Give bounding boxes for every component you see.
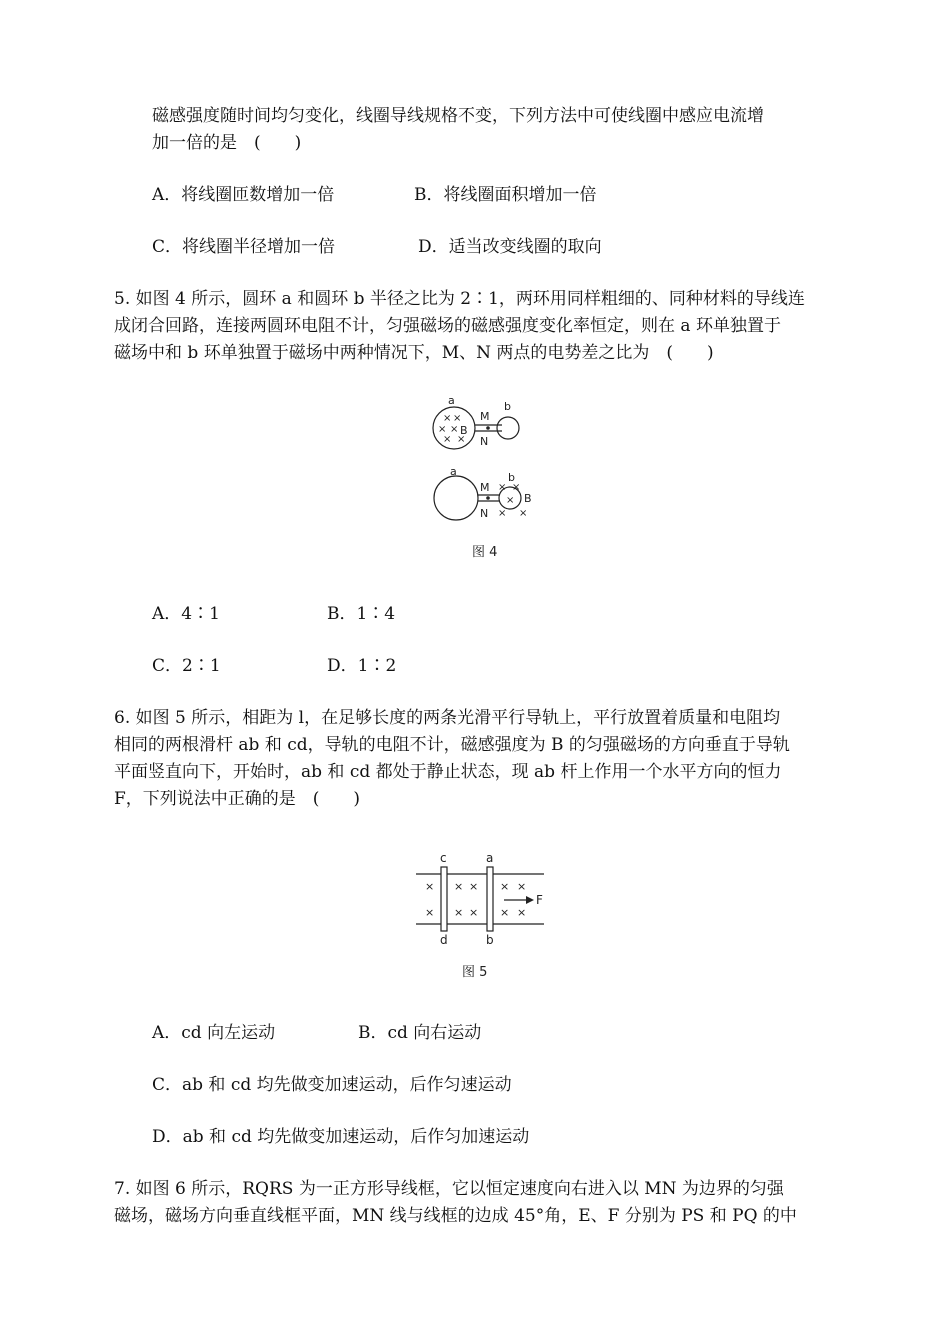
label-d: d <box>440 933 448 947</box>
svg-text:×: × <box>498 482 507 493</box>
figure-5 <box>410 850 550 985</box>
q4-text-line1: 磁感强度随时间均匀变化，线圈导线规格不变，下列方法中可使线圈中感应电流增 <box>152 106 764 126</box>
label-b-field-bottom: B <box>524 492 532 505</box>
rod-cd <box>441 867 447 931</box>
label-b-bottom: b <box>508 471 515 484</box>
label-f: F <box>536 893 543 907</box>
label-m-top: M <box>480 410 490 423</box>
svg-text:×: × <box>469 906 479 919</box>
q5-option-c: C．2∶1 <box>152 656 221 676</box>
svg-text:×: × <box>443 434 452 445</box>
q6-text-line1: 6. 如图 5 所示，相距为 l，在足够长度的两条光滑平行导轨上，平行放置着质量和电阻均 <box>114 708 781 728</box>
figure-5-caption: 图 5 <box>462 965 488 980</box>
rod-ab <box>487 867 493 931</box>
q5-text-line2: 成闭合回路，连接两圆环电阻不计，匀强磁场的磁感强度变化率恒定，则在 a 环单独置于 <box>114 316 781 336</box>
q6-text-line3: 平面竖直向下，开始时，ab 和 cd 都处于静止状态，现 ab 杆上作用一个水平方向的恒力 <box>114 762 782 782</box>
label-a: a <box>486 851 494 865</box>
svg-text:×: × <box>438 424 447 435</box>
label-n-bottom: N <box>480 507 489 520</box>
label-b: b <box>486 933 494 947</box>
q4-option-a: A．将线圈匝数增加一倍 <box>152 185 335 205</box>
q5-text-line3: 磁场中和 b 环单独置于磁场中两种情况下，M、N 两点的电势差之比为 ( ) <box>114 343 714 363</box>
svg-text:×: × <box>500 880 510 893</box>
figure-4 <box>420 392 560 562</box>
svg-text:×: × <box>517 880 527 893</box>
label-b-field-top: B <box>460 424 468 437</box>
q5-text-line1: 5. 如图 4 所示，圆环 a 和圆环 b 半径之比为 2∶1，两环用同样粗细的、同种材料的导线连 <box>114 289 805 309</box>
label-a-bottom: a <box>450 465 457 478</box>
q6-option-d: D．ab 和 cd 均先做变加速运动，后作匀加速运动 <box>152 1127 530 1147</box>
label-b-top: b <box>504 400 511 413</box>
svg-text:×: × <box>454 906 464 919</box>
q6-option-c: C．ab 和 cd 均先做变加速运动，后作匀速运动 <box>152 1075 512 1095</box>
q6-text-line4: F，下列说法中正确的是 ( ) <box>114 789 361 809</box>
q4-option-c: C．将线圈半径增加一倍 <box>152 237 336 257</box>
svg-text:×: × <box>512 482 521 493</box>
svg-text:×: × <box>506 495 515 506</box>
q6-option-b: B．cd 向右运动 <box>358 1023 482 1043</box>
label-m-bottom: M <box>480 481 490 494</box>
svg-text:×: × <box>454 880 464 893</box>
q4-option-d: D．适当改变线圈的取向 <box>418 237 602 257</box>
svg-text:×: × <box>453 413 462 424</box>
svg-text:×: × <box>498 508 507 519</box>
svg-text:×: × <box>519 508 528 519</box>
q5-option-d: D．1∶2 <box>327 656 397 676</box>
label-n-top: N <box>480 435 489 448</box>
svg-text:×: × <box>425 880 435 893</box>
svg-text:×: × <box>517 906 527 919</box>
svg-text:×: × <box>500 906 510 919</box>
svg-text:×: × <box>457 434 466 445</box>
q6-option-a: A．cd 向左运动 <box>152 1023 276 1043</box>
ring-a <box>434 476 478 520</box>
svg-text:×: × <box>450 424 459 435</box>
q7-text-line2: 磁场，磁场方向垂直线框平面，MN 线与线框的边成 45°角，E、F 分别为 PS 和 PQ 的中 <box>114 1206 797 1226</box>
svg-text:×: × <box>469 880 479 893</box>
label-a-top: a <box>448 394 455 407</box>
q5-option-a: A．4∶1 <box>152 604 220 624</box>
label-c: c <box>440 851 447 865</box>
ring-b <box>497 417 519 439</box>
figure-4-caption: 图 4 <box>472 545 498 560</box>
q5-option-b: B．1∶4 <box>327 604 396 624</box>
q4-text-line2: 加一倍的是 ( ) <box>152 133 302 153</box>
q4-option-b: B．将线圈面积增加一倍 <box>414 185 597 205</box>
q7-text-line1: 7. 如图 6 所示，RQRS 为一正方形导线框，它以恒定速度向右进入以 MN 为边界的匀强 <box>114 1179 784 1199</box>
q6-text-line2: 相同的两根滑杆 ab 和 cd，导轨的电阻不计，磁感强度为 B 的匀强磁场的方向垂直于导轨 <box>114 735 790 755</box>
svg-text:×: × <box>425 906 435 919</box>
svg-text:×: × <box>443 413 452 424</box>
